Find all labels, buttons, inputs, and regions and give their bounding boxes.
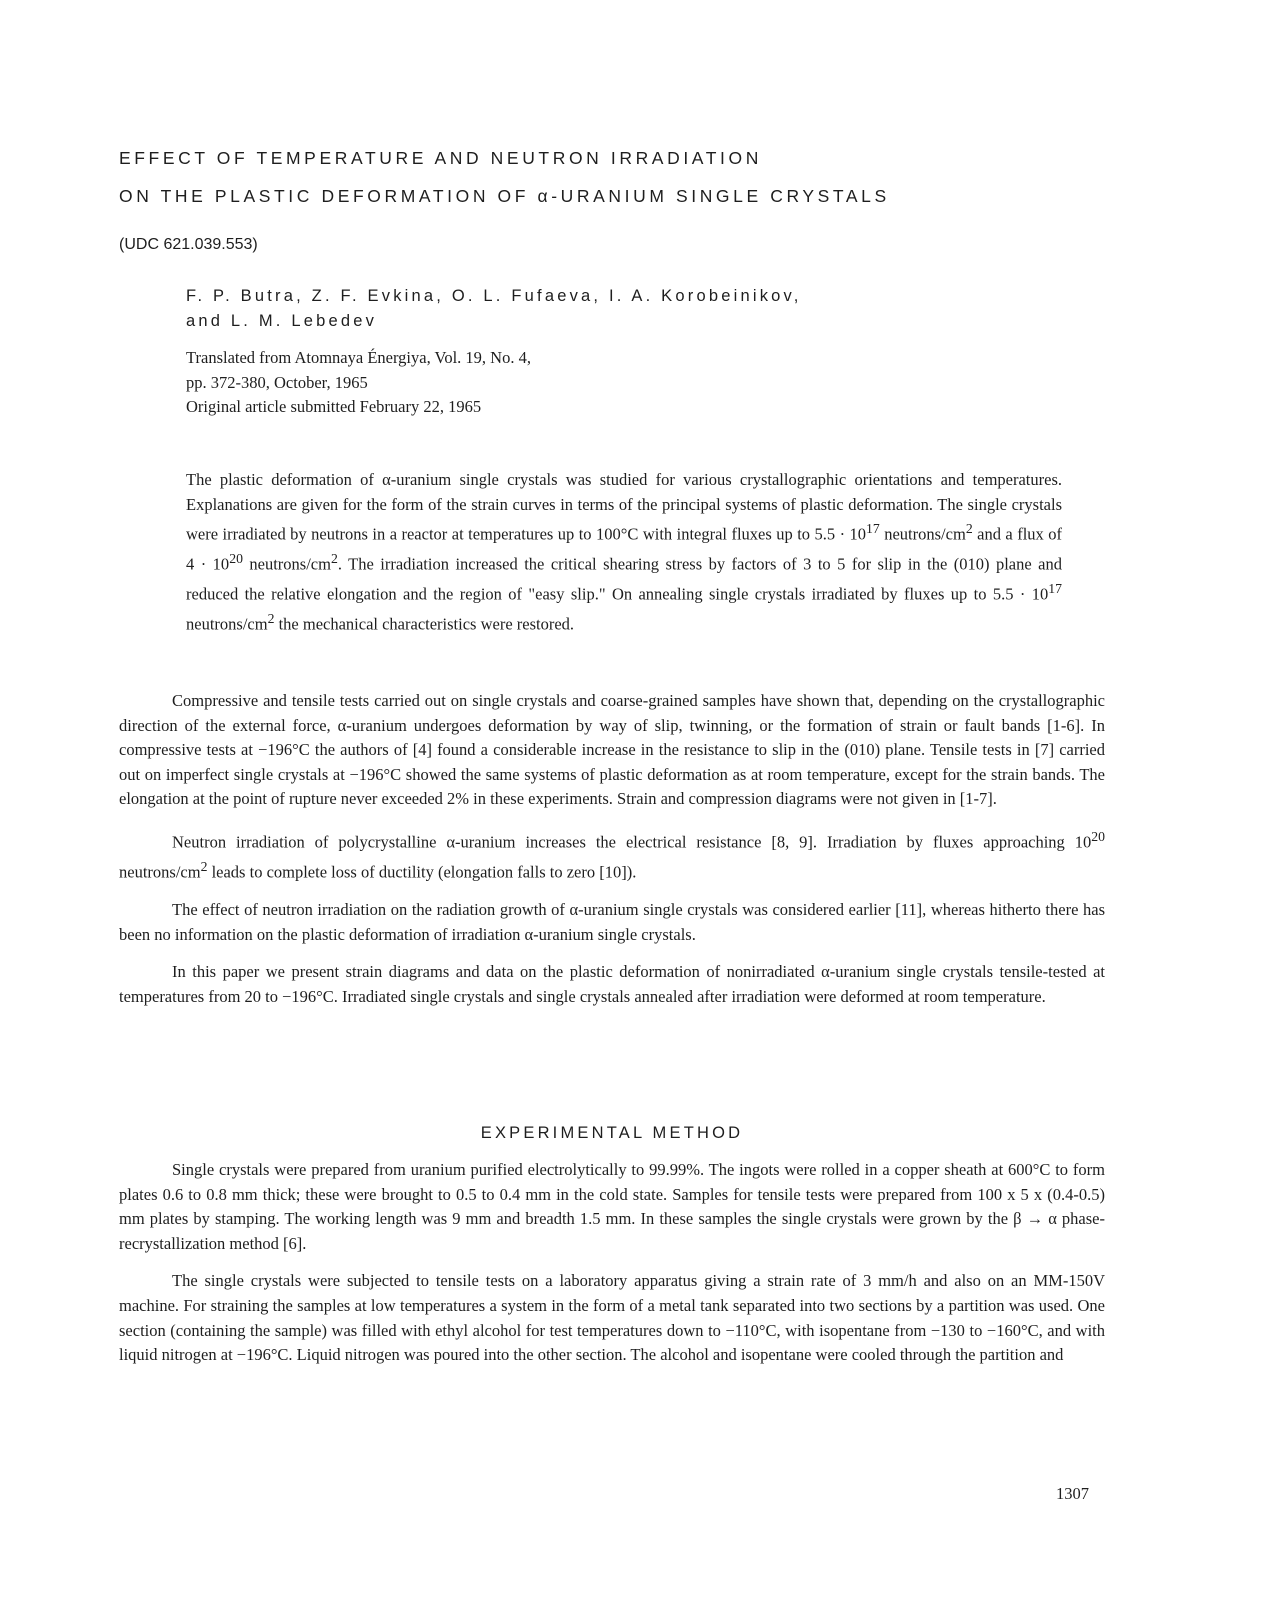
paragraph-text: neutrons/cm xyxy=(119,862,201,882)
body-paragraph-4: In this paper we present strain diagrams and data on the plastic deformation of nonirradiated α-uranium single crystals tensile-tested at temperatures from 20 to −196°C. Irradiated single crystals and single crystals annealed after irradiation were deformed at room temperature. xyxy=(119,962,1105,1006)
section-heading: EXPERIMENTAL METHOD xyxy=(480,1124,744,1142)
paragraph-text: leads to complete loss of ductility (elongation falls to zero [10]). xyxy=(207,862,637,882)
abstract-text: . The irradiation increased the critical shearing stress by factors of 3 to 5 for slip in the (010) plane and reduced the relative elongation and the region of "easy slip." On annealing single crystals irradiated by fluxes up to 5.5 · 10 xyxy=(186,554,1062,604)
abstract-text: and a flux of 4 · 10 xyxy=(186,524,1062,574)
exponent: 17 xyxy=(866,521,880,537)
abstract-text: neutrons/cm xyxy=(879,524,966,544)
submission-date: Original article submitted February 22, 1965 xyxy=(186,397,482,416)
title-line-1: EFFECT OF TEMPERATURE AND NEUTRON IRRADIATION xyxy=(119,148,762,168)
page-number: 1307 xyxy=(1056,1484,1089,1503)
exponent: 2 xyxy=(200,859,208,875)
exponent: 20 xyxy=(229,551,243,567)
exponent: 17 xyxy=(1048,581,1062,597)
authors-line-2: and L. M. Lebedev xyxy=(186,311,378,330)
exponent: 2 xyxy=(267,611,275,627)
abstract-text: neutrons/cm xyxy=(186,614,268,634)
exponent: 2 xyxy=(965,521,973,537)
abstract-text: The plastic deformation of α-uranium single crystals was studied for various crystallographic orientations and temperatures. Explanations are given for the form of the strain curves in terms of the principal systems of plastic deformation. The single crystals were irradiated by neutrons in a reactor at temperatures up to 100°C with integral fluxes up to 5.5 · 10 xyxy=(186,470,1062,544)
exponent: 20 xyxy=(1091,828,1105,844)
body-paragraph-3: The effect of neutron irradiation on the radiation growth of α-uranium single crystals was considered earlier [11], whereas hitherto there has been no information on the plastic deformation of irradiation α-uranium single crystals. xyxy=(119,900,1105,944)
abstract xyxy=(186,468,1062,638)
translation-note xyxy=(186,346,531,420)
authors-line-1: F. P. Butra, Z. F. Evkina, O. L. Fufaeva, I. A. Korobeinikov, xyxy=(186,287,802,305)
exponent: 2 xyxy=(330,551,338,567)
intro-section xyxy=(119,689,1105,1023)
abstract-text: the mechanical characteristics were restored. xyxy=(274,614,575,634)
abstract-text: neutrons/cm xyxy=(242,554,331,574)
body-paragraph-6: The single crystals were subjected to tensile tests on a laboratory apparatus giving a strain rate of 3 mm/h and also on an MM-150V machine. For straining the samples at low temperatures a system in the form of a metal tank separated into two sections by a partition was used. One section (containing the sample) was filled with ethyl alcohol for test temperatures down to −110°C, with isopentane from −130 to −160°C, and with liquid nitrogen at −196°C. Liquid nitrogen was poured into the other section. The alcohol and isopentane were cooled through the partition and xyxy=(119,1271,1105,1365)
translated-from-line-2: pp. 372-380, October, 1965 xyxy=(186,372,368,392)
title-line-2: ON THE PLASTIC DEFORMATION OF α-URANIUM SINGLE CRYSTALS xyxy=(119,186,890,206)
udc-code: (UDC 621.039.553) xyxy=(119,236,258,253)
authors xyxy=(186,284,802,333)
method-section xyxy=(119,1158,1105,1381)
body-paragraph-2 xyxy=(119,825,1105,885)
paragraph-text: Neutron irradiation of polycrystalline α-uranium increases the electrical resistance [8, 9]. Irradiation by fluxes approaching 10 xyxy=(172,832,1092,852)
translated-from-line-1: Translated from Atomnaya Énergiya, Vol. 19, No. 4, xyxy=(186,348,531,367)
body-paragraph-1: Compressive and tensile tests carried out on single crystals and coarse-grained samples have shown that, depending on the crystallographic direction of the external force, α-uranium undergoes deformation by way of slip, twinning, or the formation of strain or fault bands [1-6]. In compressive tests at −196°C the authors of [4] found a considerable increase in the resistance to slip in the (010) plane. Tensile tests in [7] carried out on imperfect single crystals at −196°C showed the same systems of plastic deformation as at room temperature, except for the strain bands. The elongation at the point of rupture never exceeded 2% in these experiments. Strain and compression diagrams were not given in [1-7]. xyxy=(119,691,1105,809)
body-paragraph-5: Single crystals were prepared from uranium purified electrolytically to 99.99%. The ingots were rolled in a copper sheath at 600°C to form plates 0.6 to 0.8 mm thick; these were brought to 0.5 to 0.4 mm in the cold state. Samples for tensile tests were prepared from 100 x 5 x (0.4-0.5) mm plates by stamping. The working length was 9 mm and breadth 1.5 mm. In these samples the single crystals were grown by the β → α phase-recrystallization method [6]. xyxy=(119,1160,1105,1253)
